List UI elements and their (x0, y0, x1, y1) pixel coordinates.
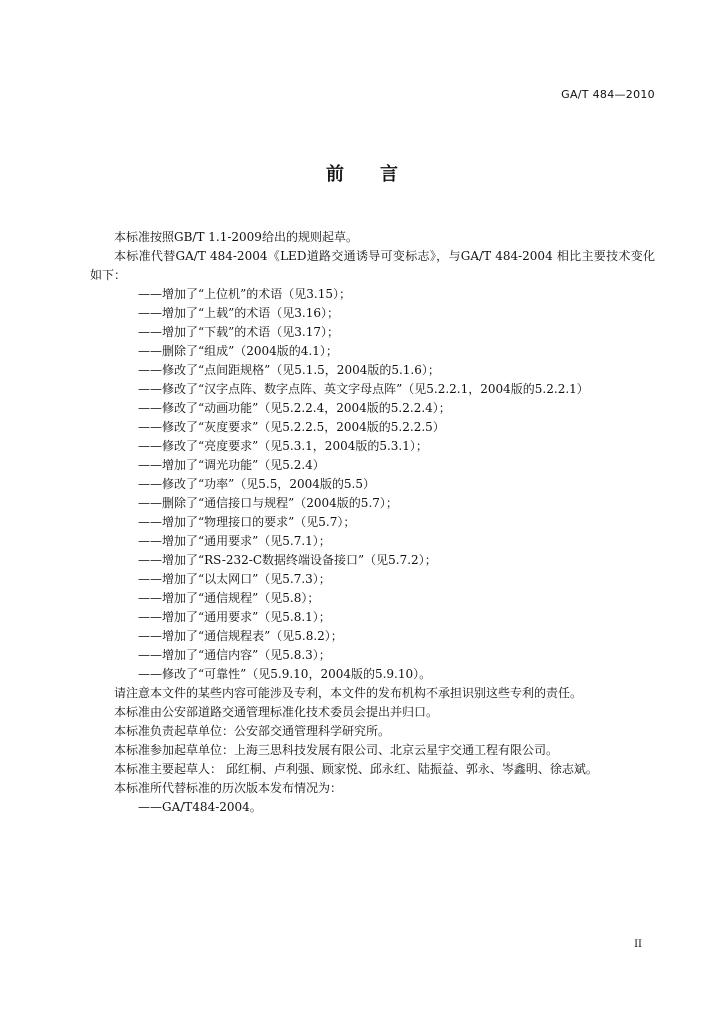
preface-body (90, 228, 655, 817)
change-item: ——增加了“调光功能”（见5.2.4） (138, 458, 325, 472)
change-item: ——删除了“组成”（2004版的4.1）； (138, 344, 338, 358)
patent-notice-paragraph: 请注意本文件的某些内容可能涉及专利，本文件的发布机构不承担识别这些专利的责任。 (114, 686, 583, 700)
change-item: ——修改了“动画功能”（见5.2.2.4，2004版的5.2.2.4）； (138, 401, 451, 415)
change-item: ——增加了“通信规程表”（见5.8.2）； (138, 629, 343, 643)
page-number: II (634, 939, 642, 950)
main-drafters-paragraph: 本标准主要起草人： 邱红桐、卢利强、顾家悦、邱永红、陆振益、郭永、岑鑫明、徐志斌。 (114, 762, 598, 776)
change-item: ——增加了“上载”的术语（见3.16）； (138, 306, 339, 320)
change-item: ——修改了“汉字点阵、数字点阵、英文字母点阵”（见5.2.2.1，2004版的5.2.2.1） (138, 382, 589, 396)
proposer-paragraph: 本标准由公安部道路交通管理标准化技术委员会提出并归口。 (114, 705, 439, 719)
change-item: ——修改了“亮度要求”（见5.3.1，2004版的5.3.1）； (138, 439, 428, 453)
change-item: ——修改了“点间距规格”（见5.1.5，2004版的5.1.6）； (138, 363, 440, 377)
change-item: ——增加了“通信内容”（见5.8.3）； (138, 648, 331, 662)
change-item: ——增加了“通用要求”（见5.7.1）； (138, 534, 331, 548)
change-item: ——增加了“上位机”的术语（见3.15）； (138, 287, 351, 301)
intro-paragraph-replacement: 本标准代替GA/T 484-2004《LED道路交通诱导可变标志》，与GA/T 484-2004 相比主要技术变化如下： (90, 249, 655, 282)
intro-paragraph-drafting-rules: 本标准按照GB/T 1.1-2009给出的规则起草。 (114, 230, 358, 244)
previous-edition-item: ——GA/T484-2004。 (138, 800, 262, 814)
edition-history-paragraph: 本标准所代替标准的历次版本发布情况为： (114, 781, 343, 795)
change-item: ——修改了“可靠性”（见5.9.10，2004版的5.9.10）。 (138, 667, 432, 681)
change-item: ——删除了“通信接口与规程”（2004版的5.7）； (138, 496, 398, 510)
change-item: ——增加了“以太网口”（见5.7.3）； (138, 572, 331, 586)
change-item: ——增加了“通信规程”（见5.8）； (138, 591, 320, 605)
change-item: ——修改了“功率”（见5.5，2004版的5.5） (138, 477, 375, 491)
change-item: ——增加了“下载”的术语（见3.17）； (138, 325, 339, 339)
lead-drafting-unit-paragraph: 本标准负责起草单位：公安部交通管理科学研究所。 (114, 724, 391, 738)
standard-number-header: GA/T 484—2010 (561, 88, 655, 101)
participating-units-paragraph: 本标准参加起草单位：上海三思科技发展有限公司、北京云星宇交通工程有限公司。 (114, 743, 559, 757)
change-item: ——修改了“灰度要求”（见5.2.2.5，2004版的5.2.2.5） (138, 420, 445, 434)
change-item: ——增加了“通用要求”（见5.8.1）； (138, 610, 331, 624)
page-title: 前 言 (326, 164, 398, 185)
change-item: ——增加了“物理接口的要求”（见5.7）； (138, 515, 356, 529)
technical-changes-list (90, 285, 655, 684)
change-item: ——增加了“RS-232-C数据终端设备接口”（见5.7.2）； (138, 553, 437, 567)
